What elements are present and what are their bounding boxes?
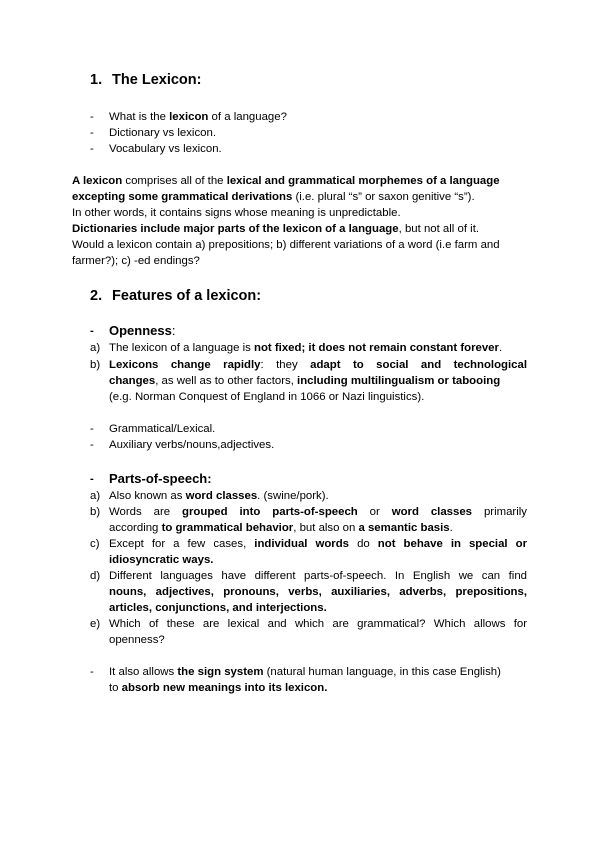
text-run: to [109,682,122,694]
text-run: of a language? [208,111,287,123]
bullet-marker: - [90,423,94,435]
list-marker: c) [90,538,100,550]
para-line [72,174,500,188]
bold-run: adapt to social and technological [310,359,528,371]
para-line: Would a lexicon contain a) prepositions; b) different variations of a word (i.e farm and [72,239,500,251]
text-run: . [449,522,453,534]
bullet-marker: - [90,143,94,155]
pos-item-c-line1 [109,537,527,551]
pos-item-b-line2 [109,521,453,535]
bold-run: lexical and grammatical morphemes of a language [226,175,500,187]
bold-run: lexicon [169,111,209,123]
para-line: farmer?); c) -ed endings? [72,255,200,267]
bold-run: to grammatical behavior [161,522,294,534]
section-2-number: 2. [90,288,103,304]
text-run: : [171,323,176,338]
list-marker: a) [90,490,101,502]
text-run: : they [260,359,311,371]
bold-run: word classes [391,506,473,518]
para-line [72,190,475,204]
pos-item-d-line2 [109,585,527,599]
bold-run: not fixed; it does not remain constant forever [254,342,499,354]
bullet-vocabulary: Vocabulary vs lexicon. [109,143,222,155]
bold-run: excepting some grammatical derivations [72,191,293,203]
bold-run: not behave in special or [377,538,528,550]
bold-run: Lexicons change rapidly [109,359,261,371]
openness-item-b-line2 [109,374,500,388]
bullet-marker: - [90,325,94,337]
openness-item-a [109,341,502,355]
pos-item-a [109,489,329,503]
text-run: (natural human language, in this case English) [263,666,501,678]
text-run: , but also on [293,522,359,534]
pos-item-b-line1 [109,505,527,519]
list-marker: e) [90,618,101,630]
list-marker: a) [90,342,101,354]
bold-run: idiosyncratic ways. [109,554,214,566]
text-run: Words are [109,506,183,518]
text-run: . (swine/pork). [257,490,329,502]
section-1-number: 1. [90,72,103,88]
parts-of-speech-heading: Parts-of-speech: [109,471,212,486]
text-run: primarily [472,506,527,518]
bold-run: a semantic basis [358,522,450,534]
bullet-dictionary: Dictionary vs lexicon. [109,127,216,139]
para-line [72,222,479,236]
para-line: In other words, it contains signs whose meaning is unpredictable. [72,207,401,219]
text-run: comprises all of the [122,175,227,187]
text-run: do [349,538,378,550]
bold-run: including multilingualism or tabooing [297,375,501,387]
bullet-marker: - [90,111,94,123]
text-run: or [357,506,392,518]
openness-item-b-line3: (e.g. Norman Conquest of England in 1066 or Nazi linguistics). [109,391,425,403]
bold-run: grouped into parts-of-speech [182,506,358,518]
pos-item-d-line3 [109,601,327,615]
bold-run: word classes [185,490,258,502]
bullet-marker: - [90,127,94,139]
bold-run: individual words [254,538,350,550]
section-2-heading [90,288,261,304]
bold-run: the sign system [177,666,264,678]
text-run: It also allows [109,666,178,678]
bold-run: A lexicon [72,175,123,187]
bullet-marker: - [90,666,94,678]
final-bullet-line1 [109,665,501,679]
list-marker: d) [90,570,101,582]
pos-item-d-line1: Different languages have different parts-of-speech. In English we can find [109,570,527,582]
bullet-auxiliary-verbs: Auxiliary verbs/nouns,adjectives. [109,439,275,451]
pos-item-e-line2: openness? [109,634,165,646]
text-run: (i.e. plural “s” or saxon genitive “s”). [292,191,475,203]
bold-run: absorb new meanings into its lexicon. [121,682,328,694]
text-run: Except for a few cases, [109,538,255,550]
pos-item-c-line2 [109,553,213,567]
text-run: The lexicon of a language is [109,342,255,354]
openness-item-b-line1 [109,358,527,372]
section-1-heading [90,72,201,88]
bold-run: articles, conjunctions, and interjections. [109,602,327,614]
section-2-title: Features of a lexicon: [112,288,262,304]
list-marker: b) [90,359,101,371]
bullet-marker: - [90,473,94,485]
text-run: according [109,522,162,534]
text-run: , as well as to other factors, [155,375,298,387]
text-run: , but not all of it. [398,223,480,235]
openness-title: Openness [109,323,172,338]
bold-run: Dictionaries include major parts of the lexicon of a language [72,223,399,235]
openness-heading [109,323,175,339]
bold-run: changes [109,375,156,387]
list-marker: b) [90,506,101,518]
text-run: Also known as [109,490,186,502]
section-1-title: The Lexicon: [112,72,202,88]
bullet-marker: - [90,439,94,451]
bullet-grammatical-lexical: Grammatical/Lexical. [109,423,216,435]
pos-item-e-line1: Which of these are lexical and which are grammatical? Which allows for [109,618,527,630]
bold-run: nouns, adjectives, pronouns, verbs, auxiliaries, adverbs, prepositions, [109,586,527,598]
final-bullet-line2 [109,681,327,695]
text-run: What is the [109,111,170,123]
bullet-lexicon-question [109,110,287,124]
text-run: . [498,342,503,354]
